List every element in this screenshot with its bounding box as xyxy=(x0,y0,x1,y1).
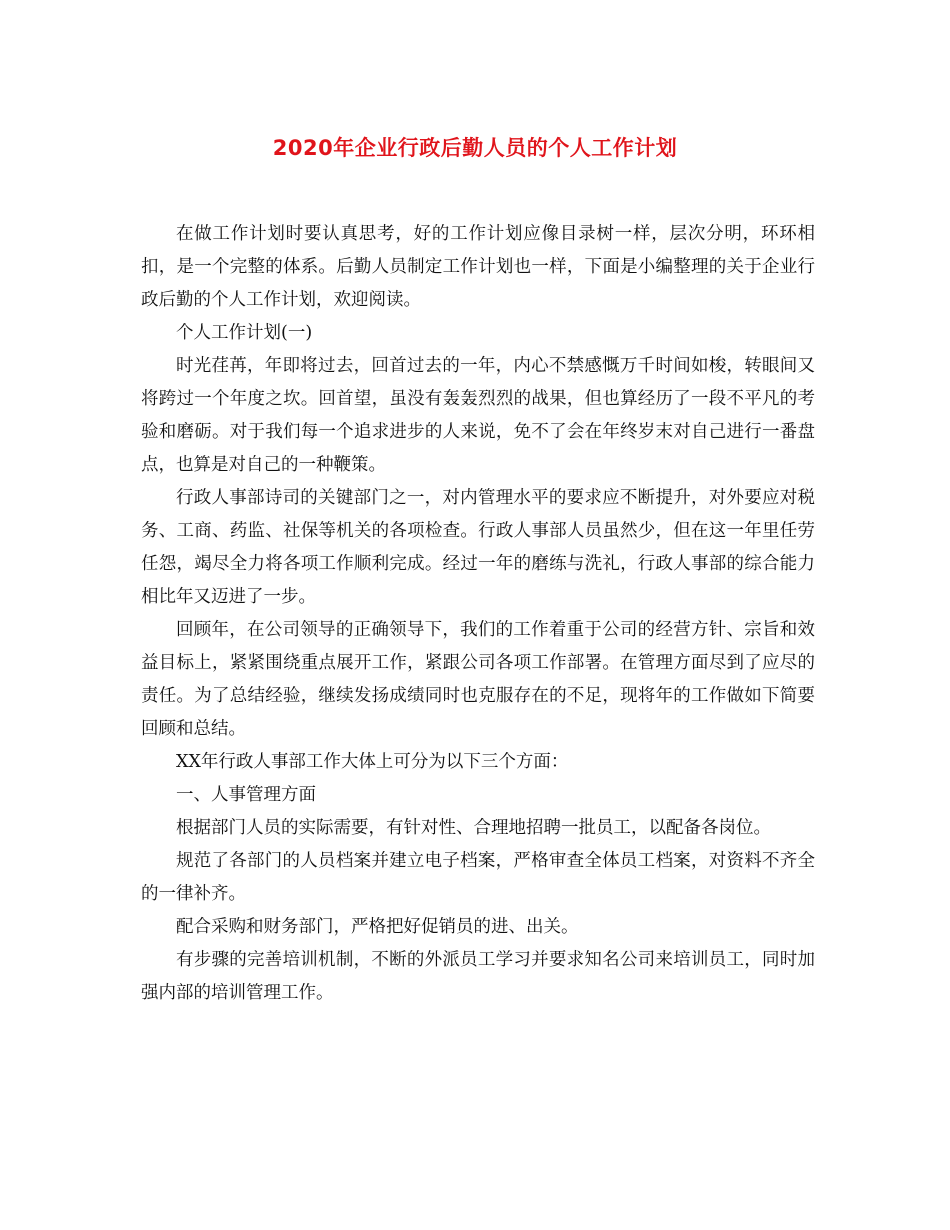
paragraph: 规范了各部门的人员档案并建立电子档案，严格审查全体员工档案，对资料不齐全的一律补齐。 xyxy=(141,851,815,904)
paragraph: 时光荏苒，年即将过去，回首过去的一年，内心不禁感慨万千时间如梭，转眼间又将跨过一个年度之坎。回首望，虽没有轰轰烈烈的战果，但也算经历了一段不平凡的考验和磨砺。对于我们每一个追求进步的人来说，免不了会在年终岁末对自己进行一番盘点，也算是对自己的一种鞭策。 xyxy=(141,356,815,475)
document-body xyxy=(141,218,815,1010)
paragraph: 有步骤的完善培训机制，不断的外派员工学习并要求知名公司来培训员工，同时加强内部的培训管理工作。 xyxy=(141,950,815,1003)
section-heading: 个人工作计划(一) xyxy=(176,323,313,343)
paragraph: 根据部门人员的实际需要，有针对性、合理地招聘一批员工，以配备各岗位。 xyxy=(176,818,771,838)
paragraph: XX年行政人事部工作大体上可分为以下三个方面： xyxy=(176,752,569,772)
paragraph-intro: 在做工作计划时要认真思考，好的工作计划应像目录树一样，层次分明，环环相扣，是一个完整的体系。后勤人员制定工作计划也一样，下面是小编整理的关于企业行政后勤的个人工作计划，欢迎阅读。 xyxy=(141,224,815,310)
subsection-heading: 一、人事管理方面 xyxy=(176,785,316,805)
paragraph: 行政人事部诗司的关键部门之一，对内管理水平的要求应不断提升，对外要应对税务、工商、药监、社保等机关的各项检查。行政人事部人员虽然少，但在这一年里任劳任怨，竭尽全力将各项工作顺利完成。经过一年的磨练与洗礼，行政人事部的综合能力相比年又迈进了一步。 xyxy=(141,488,815,607)
paragraph: 回顾年，在公司领导的正确领导下，我们的工作着重于公司的经营方针、宗旨和效益目标上，紧紧围绕重点展开工作，紧跟公司各项工作部署。在管理方面尽到了应尽的责任。为了总结经验，继续发扬成绩同时也克服存在的不足，现将年的工作做如下简要回顾和总结。 xyxy=(141,620,815,739)
paragraph: 配合采购和财务部门，严格把好促销员的进、出关。 xyxy=(176,917,579,937)
document-title: 2020年企业行政后勤人员的个人工作计划 xyxy=(272,136,678,160)
